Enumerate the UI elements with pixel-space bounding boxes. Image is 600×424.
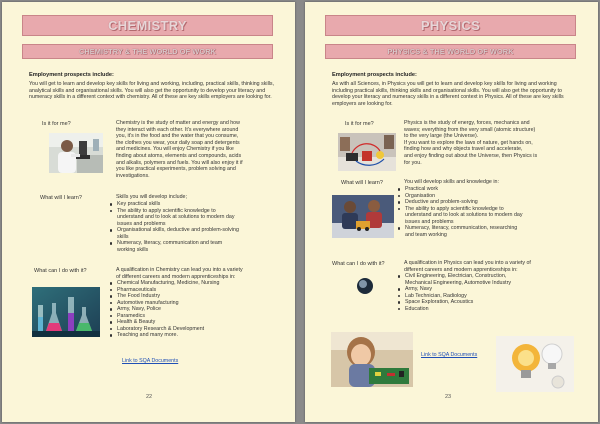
careers-intro: A qualification in Physics can lead you into a variety of different careers and modern apprenticeships in: (404, 260, 531, 273)
list-item: Lab Technician, Radiology (396, 293, 592, 300)
list-item: The Food Industry (108, 293, 288, 300)
question-label-what-will-i-learn: What will I learn? (341, 180, 383, 186)
list-item: Key practical skills (108, 201, 288, 208)
list-item: Paramedics (108, 313, 288, 320)
list-item: Army, Navy, Police (108, 306, 288, 313)
skills-intro: Skills you will develop include; (116, 194, 187, 200)
page-chemistry (2, 2, 295, 422)
question-label-what-can-i-do: What can I do with it? (332, 261, 385, 267)
list-item: The ability to apply scientific knowledge to understand and to look at solutions to modern day issues and problems (108, 208, 288, 228)
list-item: Laboratory Research & Development (108, 326, 288, 333)
light-bulb-photo (496, 336, 574, 392)
list-item: The ability to apply scientific knowledge to understand and to look at solutions to modern day issues and problems (396, 206, 590, 226)
circuit-experiment-photo (338, 133, 396, 171)
list-item: Civil Engineering, Electrician, Construction, Mechanical Engineering, Automotive Industry (396, 273, 592, 286)
section-subtitle: PHYSICS & THE WORLD OF WORK (325, 44, 576, 59)
list-item: Organisational skills, deductive and problem-solving skills (108, 227, 288, 240)
list-item: Pharmaceuticals (108, 287, 288, 294)
intro-heading: Employment prospects include: (332, 72, 417, 78)
question-label-is-it-for-me: Is it for me? (345, 121, 374, 127)
intro-heading: Employment prospects include: (29, 72, 114, 78)
list-item: Numeracy, literacy, communication, researching and team working (396, 225, 590, 238)
lab-microscope-photo (49, 133, 103, 173)
list-item: Army, Navy (396, 286, 592, 293)
question-label-is-it-for-me: Is it for me? (42, 121, 71, 127)
list-item: Practical work (396, 186, 590, 193)
list-item: Deductive and problem-solving (396, 199, 590, 206)
skills-intro: You will develop skills and knowledge in: (404, 179, 499, 185)
page-number: 23 (445, 394, 452, 400)
page-title: PHYSICS (325, 15, 576, 36)
list-item: Organisation (396, 193, 590, 200)
skills-list (108, 201, 288, 253)
list-item: Education (396, 306, 592, 313)
page-physics (305, 2, 598, 422)
question-label-what-will-i-learn: What will I learn? (40, 195, 82, 201)
list-item: Numeracy, literacy, communication and team working skills (108, 240, 288, 253)
question-label-what-can-i-do: What can I do with it? (34, 268, 87, 274)
girl-circuit-photo (331, 332, 413, 387)
list-item: Automotive manufacturing (108, 300, 288, 307)
list-item: Chemical Manufacturing, Medicine, Nursing (108, 280, 288, 287)
section-subtitle: CHEMISTRY & THE WORLD OF WORK (22, 44, 273, 59)
students-robotics-photo (332, 195, 394, 238)
skills-list (396, 186, 590, 238)
sqa-documents-link[interactable]: Link to SQA Documents (122, 358, 179, 364)
chemistry-description: Chemistry is the study of matter and energy and how they interact with each other. It's everywhere around you, it's in the food and the water that you consume, the clothes you wear, your daily soap and detergents and medicines. You will enjoy Chemistry if you like finding about atoms, elements and compounds, acids and alkalis, polymers and fuels. You will also enjoy it if you like practical experiments, problem solving and investigations. (116, 120, 243, 179)
sqa-documents-link[interactable]: Link to SQA Documents (421, 352, 478, 358)
careers-intro: A qualification in Chemistry can lead you into a variety of different careers and modern apprenticeships in: (116, 267, 243, 280)
careers-list (108, 280, 288, 339)
list-item: Health & Beauty (108, 319, 288, 326)
intro-paragraph: You will get to learn and develop key skills for living and working, including, practical skills, thinking skills, analytical skills and organisational skills. You will also get the opportunity to develop your literacy and numeracy skills in a different context with chemistry. All of these are key skills employers are looking for. (29, 81, 275, 101)
planet-photo (350, 274, 380, 298)
intro-paragraph: As with all Sciences, in Physics you will get to learn and develop key skills for living and working including practical skills, thinking skills and organisational skills. You will also get the opportunity to develop your literacy and numeracy skills in a different context in Physics. All of these are key skills employers are looking for. (332, 81, 564, 108)
list-item: Teaching and many more. (108, 332, 288, 339)
lab-glassware-photo (32, 287, 100, 337)
list-item: Space Exploration, Acoustics (396, 299, 592, 306)
page-number: 22 (146, 394, 153, 400)
physics-description: Physics is the study of energy, forces, mechanics and waves; everything from the very small (atomic structure) to the very large (the Universe). If you want to explore the laws of nature, get hands on, finding how and why objects travel and accelerate, and enjoy finding out about the Universe, then Physics is for you. (404, 120, 538, 166)
page-title: CHEMISTRY (22, 15, 273, 36)
careers-list (396, 273, 592, 312)
